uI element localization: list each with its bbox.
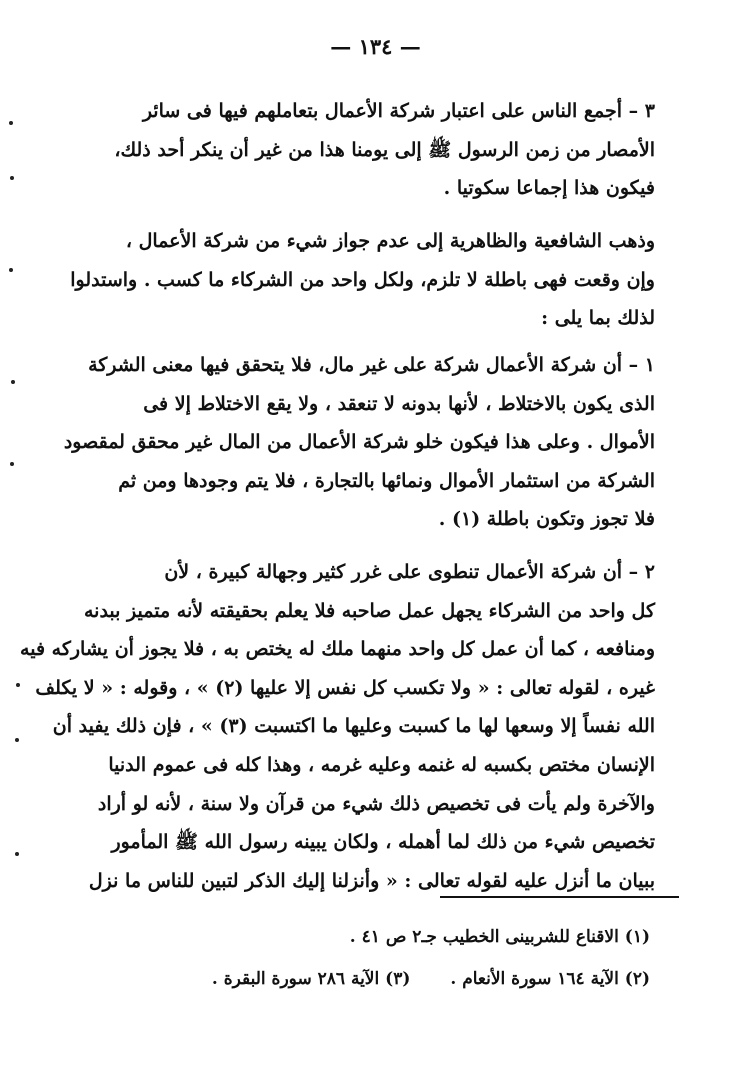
paragraph (63, 346, 655, 539)
text-line: ١ – أن شركة الأعمال شركة على غير مال، فلا يتحقق فيها معنى الشركة (88, 354, 655, 376)
text-line: تخصيص شيء من ذلك لما أهمله ، ولكان يبينه رسول الله ﷺ المأمور (111, 831, 655, 854)
scan-speck (11, 380, 15, 384)
text-line: كل واحد من الشركاء يجهل عمل صاحبه فلا يعلم بحقيقته لأنه متميز ببدنه (83, 599, 655, 622)
scan-speck (16, 683, 20, 687)
text-line: فيكون هذا إجماعا سكوتيا . (443, 177, 655, 200)
text-line: الله نفساً إلا وسعها لها ما كسبت وعليها ما اكتسبت (٣) » ، فإن ذلك يفيد أن (52, 715, 655, 738)
scan-speck (9, 121, 13, 125)
text-line: ٢ – أن شركة الأعمال تنطوى على غرر كثير وجهالة كبيرة ، لأن (164, 561, 655, 583)
text-line: الشركة من استثمار الأموال ونمائها بالتجارة ، فلا يتم وجودها ومن ثم (118, 469, 655, 492)
text-line: فلا تجوز وتكون باطلة (١) . (438, 508, 655, 531)
footnotes (140, 916, 650, 1000)
text-line: غيره ، لقوله تعالى : « ولا تكسب كل نفس إلا عليها (٢) » ، وقوله : « لا يكلف (35, 676, 655, 699)
scan-speck (9, 268, 13, 272)
scan-speck (15, 852, 19, 856)
paragraph (70, 222, 655, 338)
scan-speck (15, 738, 19, 742)
footnote: (١) الاقناع للشربينى الخطيب جـ٢ ص ٤١ . (349, 927, 650, 947)
scan-speck (10, 176, 14, 180)
page-number: — ١٣٤ — (330, 34, 421, 59)
text-line: ٣ – أجمع الناس على اعتبار شركة الأعمال بتعاملهم فيها فى سائر (142, 100, 655, 122)
text-line: الأموال . وعلى هذا فيكون خلو شركة الأعمال من المال غير محقق لمقصود (63, 431, 655, 454)
text-line: لذلك بما يلى : (541, 307, 655, 330)
text-line: الأمصار من زمن الرسول ﷺ إلى يومنا هذا من غير أن ينكر أحد ذلك، (114, 138, 655, 161)
footnote: (٢) الآية ١٦٤ سورة الأنعام . (450, 969, 650, 989)
text-line: ومنافعه ، كما أن عمل كل واحد منهما ملك له يختص به ، فلا يجوز أن يشاركه فيه (20, 638, 655, 661)
footnote-row (140, 958, 650, 1000)
paragraph (20, 553, 655, 900)
text-line: الذى يكون بالاختلاط ، لأنها بدونه لا تنعقد ، ولا يقع الاختلاط إلا فى (143, 392, 655, 415)
scan-speck (10, 462, 14, 466)
text-line: ببيان ما أنزل عليه لقوله تعالى : « وأنزلنا إليك الذكر لتبين للناس ما نزل (88, 869, 655, 892)
text-line: الإنسان مختص بكسبه له غنمه وعليه غرمه ، وهذا كله فى عموم الدنيا (108, 753, 655, 776)
text-line: والآخرة ولم يأت فى تخصيص ذلك شيء من قرآن ولا سنة ، لأنه لو أراد (97, 792, 655, 815)
text-line: وإن وقعت فهى باطلة لا تلزم، ولكل واحد من الشركاء ما كسب . واستدلوا (70, 268, 655, 291)
text-line: وذهب الشافعية والظاهرية إلى عدم جواز شيء من شركة الأعمال ، (125, 230, 655, 252)
footnote-divider (440, 896, 679, 898)
paragraph (114, 92, 655, 208)
footnote: (٣) الآية ٢٨٦ سورة البقرة . (211, 969, 411, 989)
